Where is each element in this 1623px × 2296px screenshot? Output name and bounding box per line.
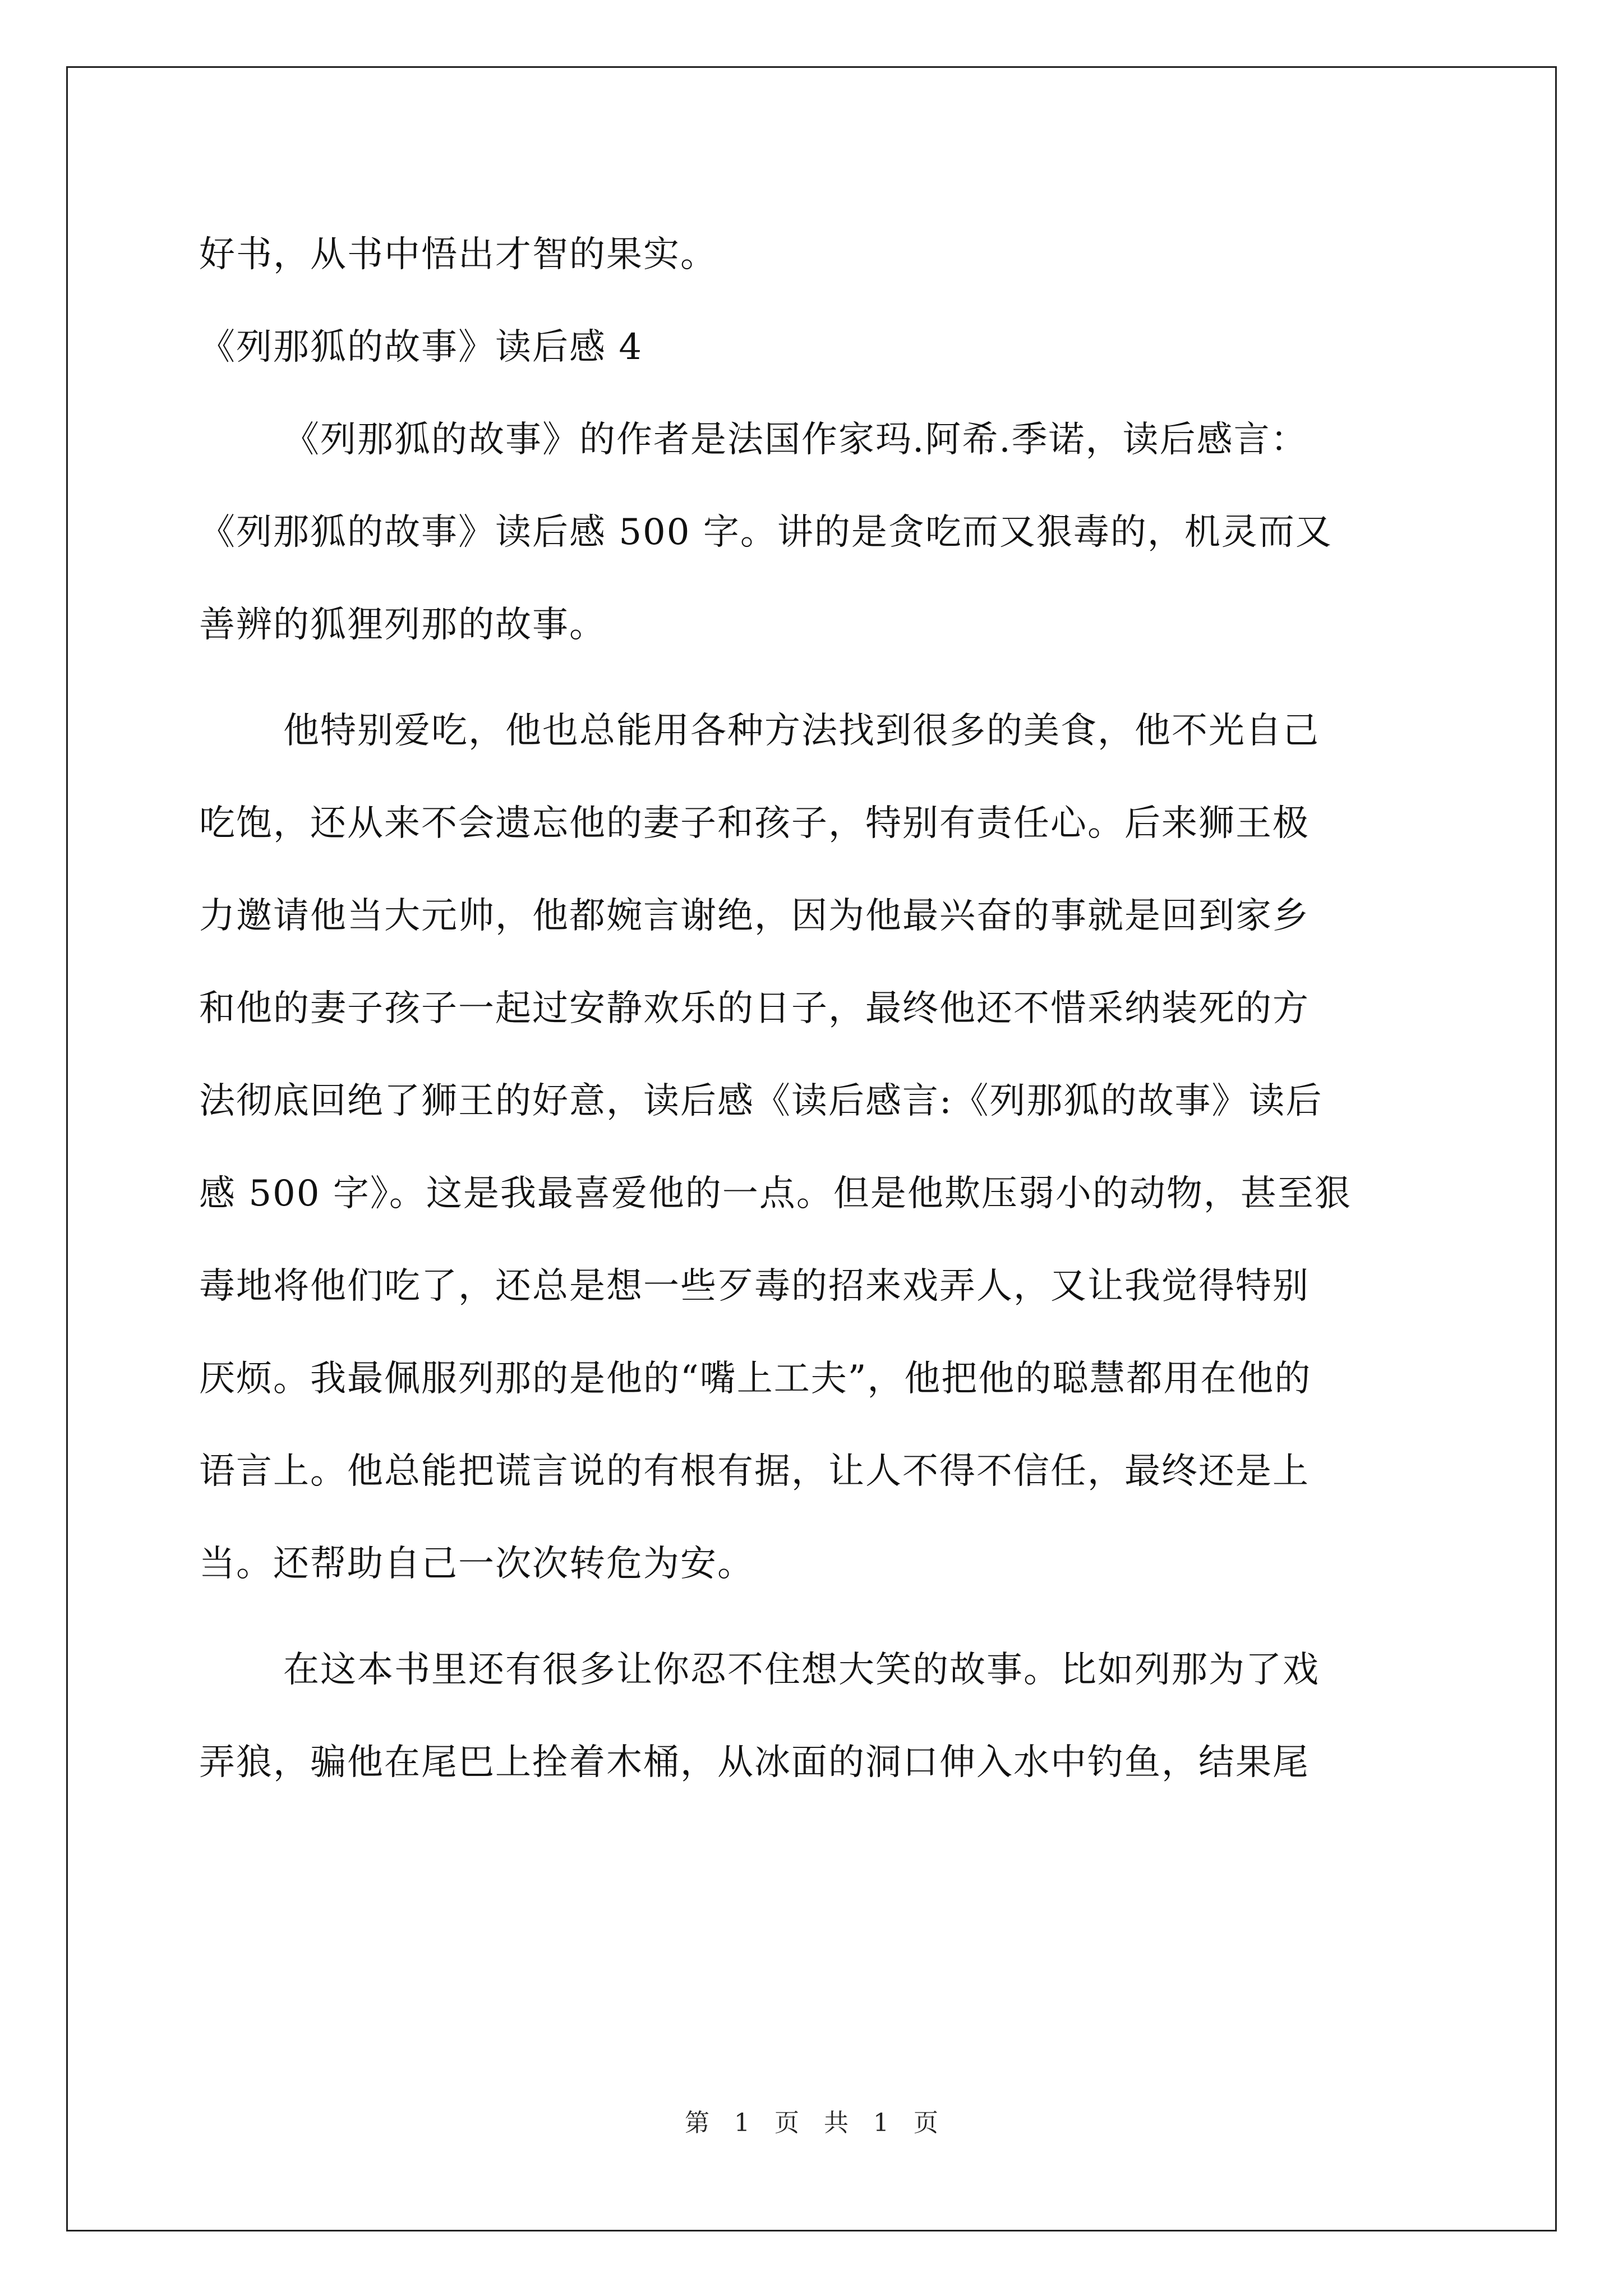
paragraph-line: 厌烦。我最佩服列那的是他的“嘴上工夫”，他把他的聪慧都用在他的 xyxy=(199,1358,1312,1400)
paragraph-line: 力邀请他当大元帅，他都婉言谢绝，因为他最兴奋的事就是回到家乡 xyxy=(199,895,1310,937)
paragraph-line: 毒地将他们吃了，还总是想一些歹毒的招来戏弄人，又让我觉得特别 xyxy=(199,1266,1310,1307)
paragraph-line: 和他的妻子孩子一起过安静欢乐的日子，最终他还不惜采纳装死的方 xyxy=(199,988,1310,1029)
paragraph-line: 在这本书里还有很多让你忍不住想大笑的故事。比如列那为了戏 xyxy=(283,1649,1320,1691)
paragraph-line: 弄狼，骗他在尾巴上拴着木桶，从冰面的洞口伸入水中钓鱼，结果尾 xyxy=(199,1742,1310,1783)
paragraph-line: 语言上。他总能把谎言说的有根有据，让人不得不信任，最终还是上 xyxy=(199,1451,1310,1492)
paragraph-line: 善辨的狐狸列那的故事。 xyxy=(199,604,606,646)
document-body xyxy=(199,209,1427,1809)
paragraph-line: 《列那狐的故事》读后感 500 字。讲的是贪吃而又狠毒的，机灵而又 xyxy=(199,512,1332,553)
paragraph-line: 感 500 字》。这是我最喜爱他的一点。但是他欺压弱小的动物，甚至狠 xyxy=(199,1173,1352,1214)
paragraph-line: 吃饱，还从来不会遗忘他的妻子和孩子，特别有责任心。后来狮王极 xyxy=(199,803,1310,844)
text-line: 好书，从书中悟出才智的果实。 xyxy=(199,234,717,275)
paragraph-line: 他特别爱吃，他也总能用各种方法找到很多的美食，他不光自己 xyxy=(283,710,1320,752)
paragraph-line: 当。还帮助自己一次次转危为安。 xyxy=(199,1543,754,1585)
section-title: 《列那狐的故事》读后感 4 xyxy=(199,326,643,368)
page-footer: 第 1 页 共 1 页 xyxy=(685,2109,938,2137)
paragraph-line: 法彻底回绝了狮王的好意，读后感《读后感言:《列那狐的故事》读后 xyxy=(199,1080,1323,1122)
paragraph-line: 《列那狐的故事》的作者是法国作家玛.阿希.季诺，读后感言： xyxy=(283,419,1308,461)
